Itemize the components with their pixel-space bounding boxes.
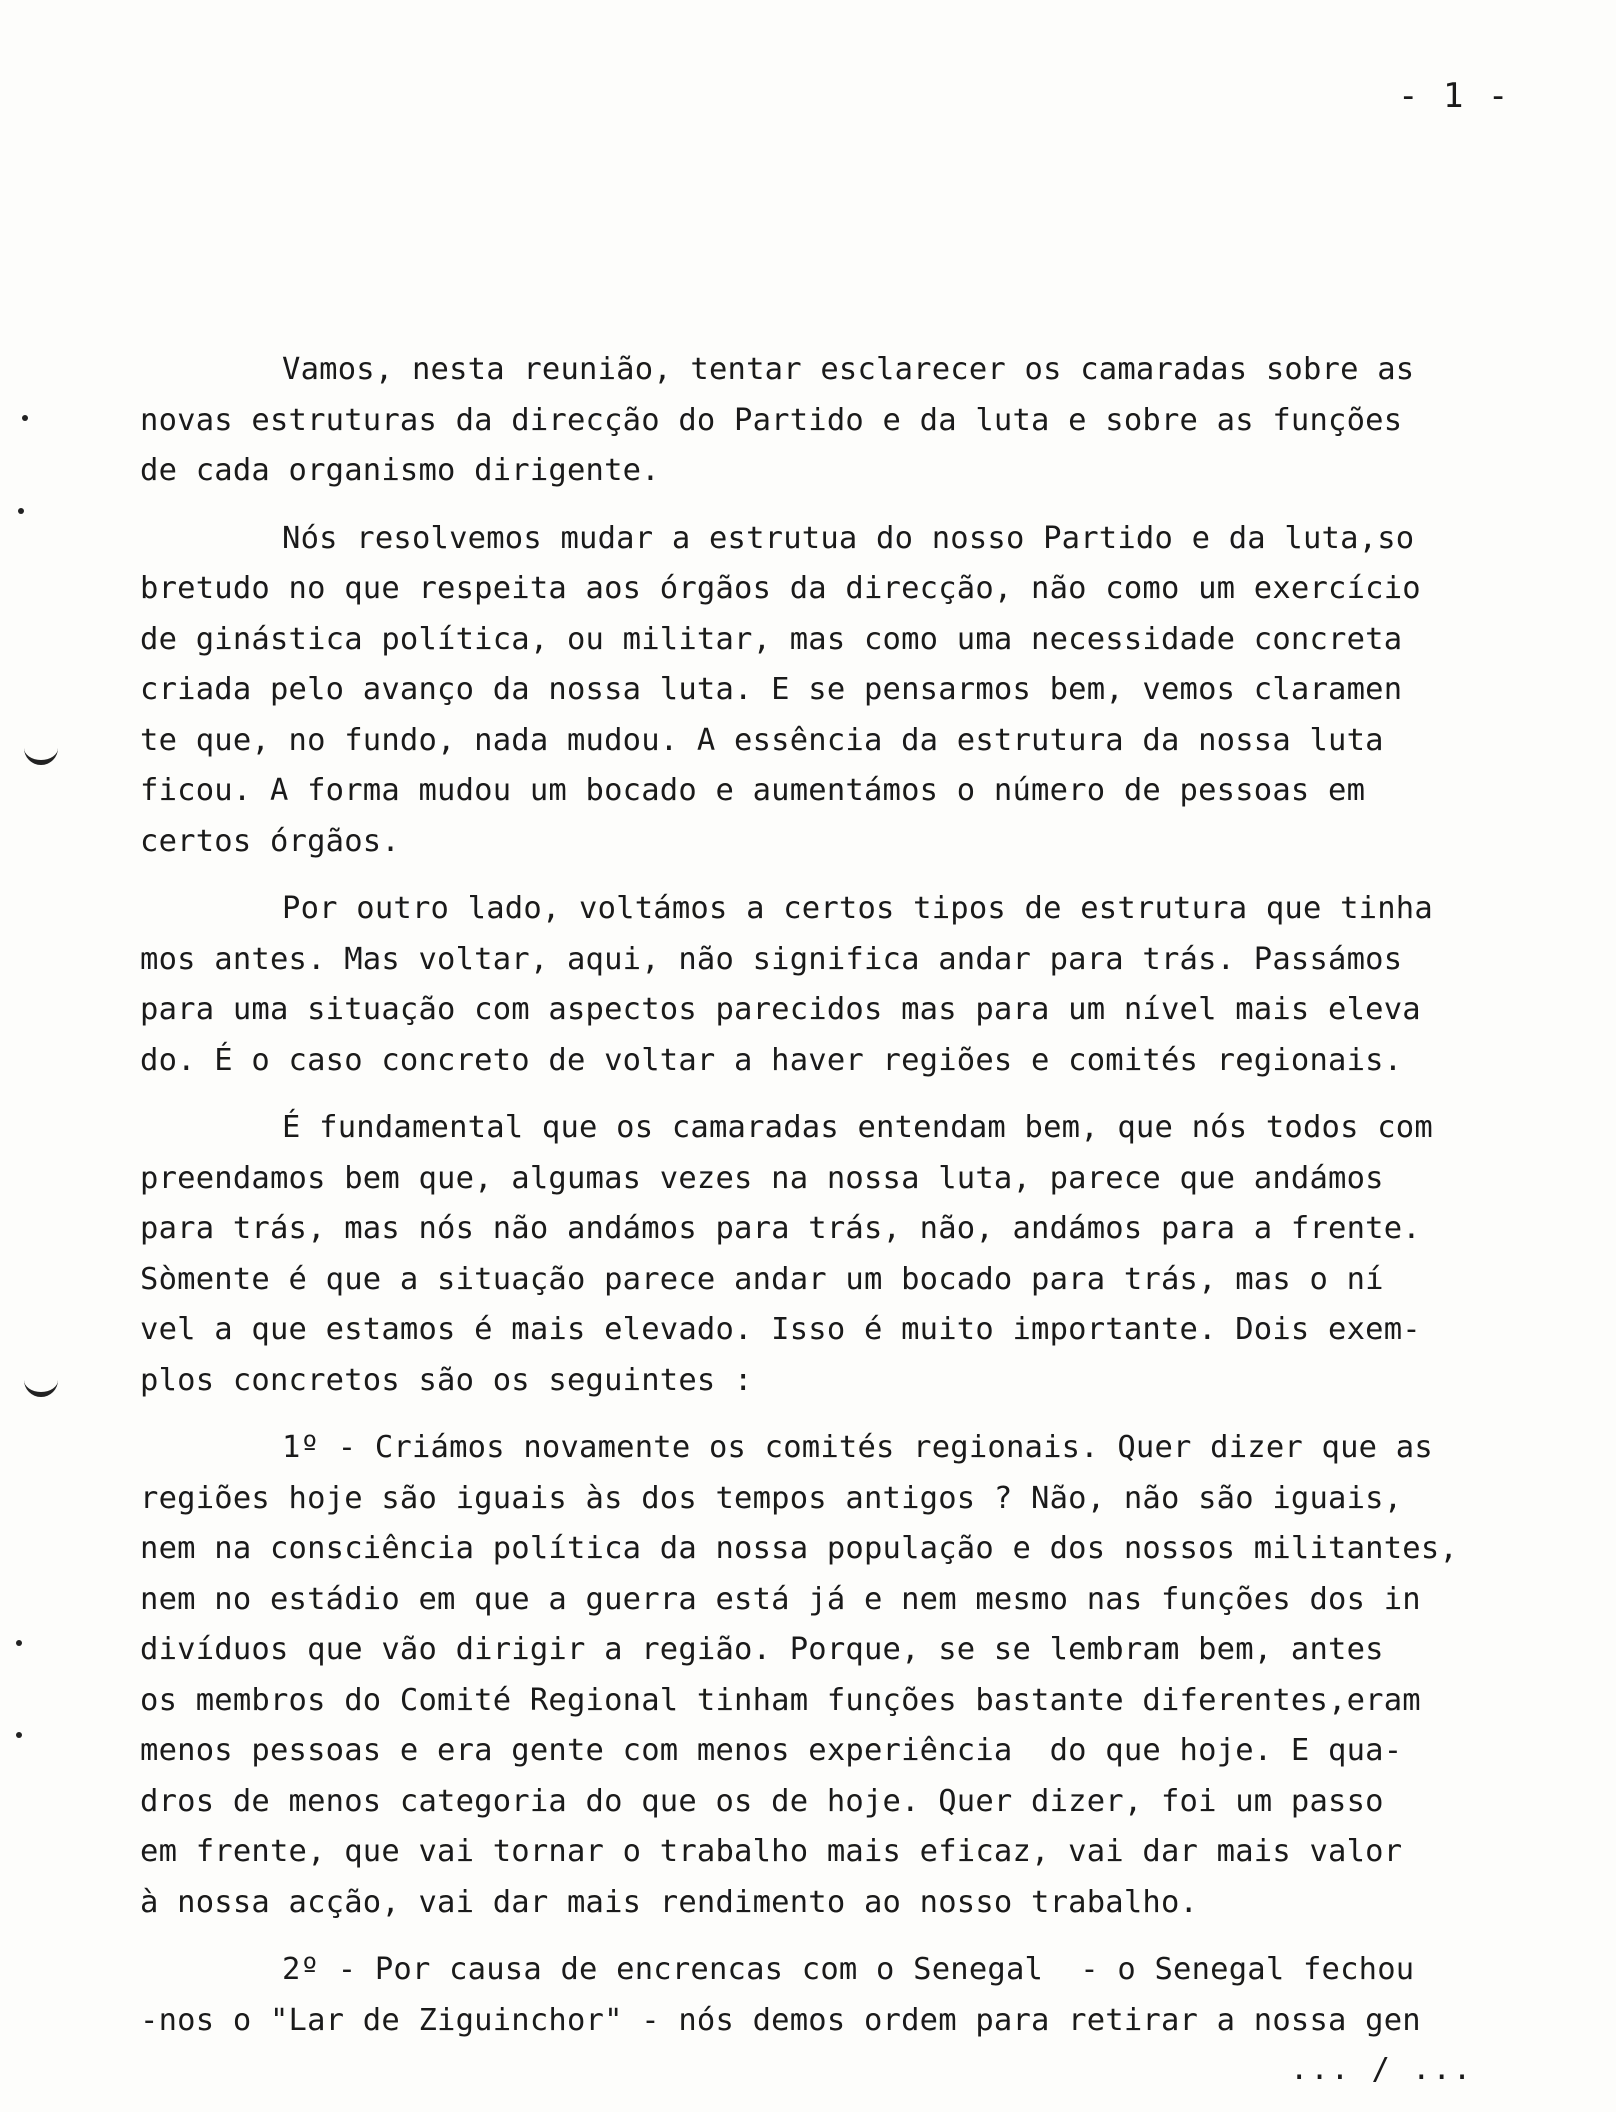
text-line: bretudo no que respeita aos órgãos da direcção, não como um exercício (140, 571, 1421, 606)
paragraph (140, 1423, 1560, 1928)
text-line: 1º - Criámos novamente os comités regionais. Quer dizer que as (282, 1430, 1433, 1465)
continuation-mark: ... / ... (1290, 2052, 1474, 2087)
text-line: do. É o caso concreto de voltar a haver regiões e comités regionais. (140, 1042, 1403, 1078)
text-line: regiões hoje são iguais às dos tempos antigos ? Não, não são iguais, (140, 1480, 1403, 1516)
text-line: mos antes. Mas voltar, aqui, não significa andar para trás. Passámos (140, 941, 1403, 977)
text-line: dros de menos categoria do que os de hoje. Quer dizer, foi um passo (140, 1783, 1384, 1819)
text-line: preendamos bem que, algumas vezes na nossa luta, parece que andámos (140, 1160, 1384, 1196)
text-line: nem no estádio em que a guerra está já e nem mesmo nas funções dos in (140, 1581, 1421, 1617)
text-line: criada pelo avanço da nossa luta. E se pensarmos bem, vemos claramen (140, 672, 1403, 707)
text-line: É fundamental que os camaradas entendam bem, que nós todos com (282, 1110, 1433, 1145)
text-line: Vamos, nesta reunião, tentar esclarecer os camaradas sobre as (282, 352, 1415, 387)
scan-mark (24, 748, 58, 765)
page-number: - 1 - (1398, 76, 1511, 116)
text-line: novas estruturas da direcção do Partido e da luta e sobre as funções (140, 402, 1403, 438)
text-line: em frente, que vai tornar o trabalho mais eficaz, vai dar mais valor (140, 1834, 1403, 1869)
document-body (140, 345, 1560, 2046)
text-line: à nossa acção, vai dar mais rendimento ao nosso trabalho. (140, 1884, 1199, 1920)
scan-mark (24, 1380, 58, 1397)
text-line: Por outro lado, voltámos a certos tipos de estrutura que tinha (282, 891, 1433, 926)
paragraph (140, 345, 1560, 497)
text-line: 2º - Por causa de encrencas com o Senegal - o Senegal fechou (282, 1952, 1415, 1987)
paragraph (140, 514, 1560, 868)
scan-mark (16, 1640, 22, 1646)
paragraph (140, 884, 1560, 1086)
text-line: de ginástica política, ou militar, mas como uma necessidade concreta (140, 621, 1403, 657)
scan-mark (18, 508, 24, 514)
paragraph (140, 1945, 1560, 2046)
scan-mark (16, 1732, 22, 1738)
text-line: Nós resolvemos mudar a estrutua do nosso Partido e da luta,so (282, 520, 1415, 556)
text-line: -nos o "Lar de Ziguinchor" - nós demos ordem para retirar a nossa gen (140, 2002, 1421, 2038)
text-line: plos concretos são os seguintes : (140, 1362, 753, 1398)
text-line: menos pessoas e era gente com menos experiência do que hoje. E qua- (140, 1733, 1403, 1768)
text-line: os membros do Comité Regional tinham funções bastante diferentes,eram (140, 1682, 1421, 1718)
scan-mark (22, 415, 28, 421)
text-line: nem na consciência política da nossa população e dos nossos militantes, (140, 1531, 1458, 1566)
text-line: ficou. A forma mudou um bocado e aumentámos o número de pessoas em (140, 773, 1366, 808)
text-line: divíduos que vão dirigir a região. Porque, se se lembram bem, antes (140, 1632, 1384, 1667)
text-line: Sòmente é que a situação parece andar um bocado para trás, mas o ní (140, 1261, 1384, 1297)
text-line: vel a que estamos é mais elevado. Isso é muito importante. Dois exem- (140, 1312, 1421, 1347)
text-line: te que, no fundo, nada mudou. A essência da estrutura da nossa luta (140, 722, 1384, 758)
text-line: de cada organismo dirigente. (140, 453, 660, 488)
text-line: para uma situação com aspectos parecidos mas para um nível mais eleva (140, 992, 1421, 1027)
text-line: para trás, mas nós não andámos para trás, não, andámos para a frente. (140, 1211, 1421, 1246)
paragraph (140, 1103, 1560, 1406)
text-line: certos órgãos. (140, 823, 400, 859)
